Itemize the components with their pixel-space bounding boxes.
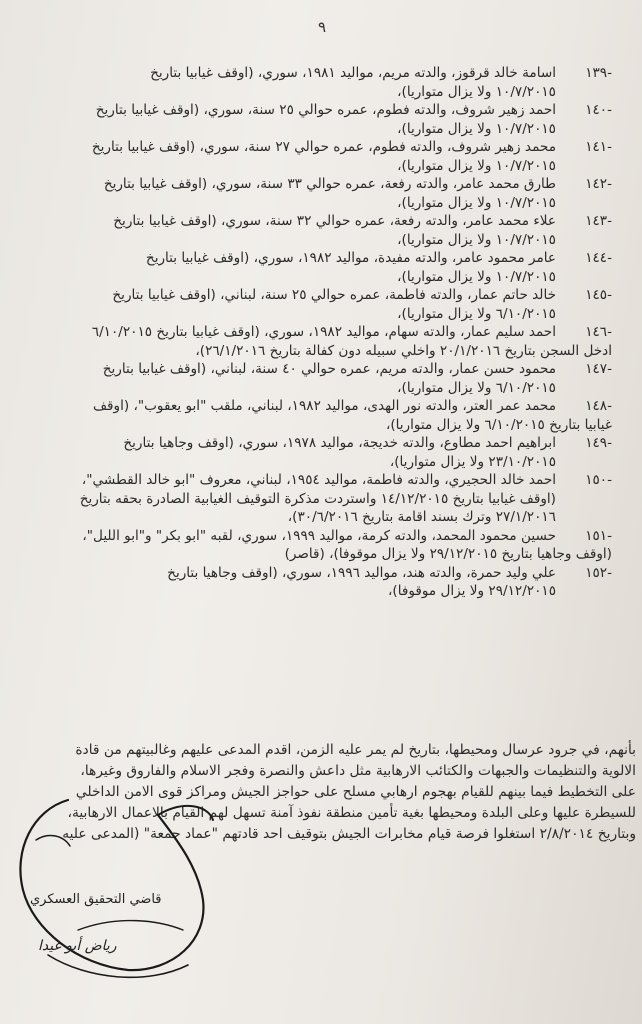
entry-continuation: ٢٣/١٠/٢٠١٥ ولا يزال متواريا)، <box>389 453 556 470</box>
narrative-line: للسيطرة عليها وعلى البلدة ومحيطها بغية تأمين منطقة نفوذ آمنة تسهل لهم القيام بالاعمال الارهابية، <box>67 805 636 821</box>
defendant-entry <box>14 101 612 138</box>
entry-text: احمد سليم عمار، والدته سهام، مواليد ١٩٨٢، سوري، (اوقف غيابيا بتاريخ ٦/١٠/٢٠١٥ <box>91 324 556 340</box>
defendant-entry <box>14 138 612 175</box>
entry-continuation: ١٠/٧/٢٠١٥ ولا يزال متواريا)، <box>397 268 556 285</box>
entry-text: اسامة خالد قرقوز، والدته مريم، مواليد ١٩٨١، سوري، (اوقف غيابيا بتاريخ <box>150 65 556 81</box>
defendant-entry <box>14 471 612 527</box>
entry-continuation: (اوقف وجاهيا بتاريخ ٢٩/١٢/٢٠١٥ ولا يزال موقوفا)، (قاصر) <box>284 546 612 562</box>
entry-text: محمد زهير شروف، والدته فطوم، عمره حوالي ٢٧ سنة، سوري، (اوقف غيابيا بتاريخ <box>91 139 556 155</box>
entry-number: -١٤٠ <box>585 102 612 118</box>
entry-text: حسين محمود المحمد، والدته كرمة، مواليد ١٩٩٩، سوري، لقبه "ابو بكر" و"ابو الليل"، <box>82 527 556 544</box>
entry-number: -١٤٨ <box>585 398 612 414</box>
entry-number: -١٤١ <box>585 139 612 155</box>
entry-continuation: ٢٧/١/٢٠١٦ وترك بسند اقامة بتاريخ ٣٠/٦/٢٠١٦)، <box>287 509 556 525</box>
entry-number: -١٥٠ <box>585 472 612 488</box>
entry-text: محمود حسن عمار، والدته مريم، عمره حوالي ٤٠ سنة، لبناني، (اوقف غيابيا بتاريخ <box>102 361 556 377</box>
defendant-entry <box>14 397 612 434</box>
entry-number: -١٤٣ <box>585 213 612 229</box>
entry-text: ابراهيم احمد مطاوع، والدته خديجة، مواليد ١٩٧٨، سوري، (اوقف وجاهيا بتاريخ <box>123 435 556 451</box>
entry-continuation: (اوقف غيابيا بتاريخ ١٤/١٢/٢٠١٥ واستردت مذكرة التوقيف الغيابية الصادرة بحقه بتاريخ <box>79 490 556 507</box>
defendant-entry <box>14 360 612 397</box>
defendant-entry <box>14 212 612 249</box>
defendant-entry <box>14 249 612 286</box>
entry-number: -١٤٧ <box>585 361 612 377</box>
entry-continuation: غيابيا بتاريخ ٦/١٠/٢٠١٥ ولا يزال متواريا)، <box>385 416 612 433</box>
entry-number: -١٣٩ <box>585 65 612 81</box>
entry-continuation: ١٠/٧/٢٠١٥ ولا يزال متواريا)، <box>397 120 556 137</box>
entry-number: -١٥٢ <box>585 564 612 581</box>
narrative-line: بأنهم، في جرود عرسال ومحيطها، بتاريخ لم يمر عليه الزمن، اقدم المدعى عليهم وغالبيتهم من قادة <box>75 742 636 758</box>
entry-text: احمد خالد الحجيري، والدته فاطمة، مواليد ١٩٥٤، لبناني، معروف "ابو خالد القطشي"، <box>81 472 556 488</box>
entry-continuation: ادخل السجن بتاريخ ٢٠/١/٢٠١٦ واخلي سبيله دون كفالة بتاريخ ٢٦/١/٢٠١٦)، <box>195 342 612 359</box>
defendant-entry <box>14 286 612 323</box>
entry-number: -١٤٤ <box>585 250 612 266</box>
signature-stroke-icon <box>8 780 218 995</box>
entry-continuation: ١٠/٧/٢٠١٥ ولا يزال متواريا)، <box>397 231 556 248</box>
entry-text: محمد عمر العتر، والدته نور الهدى، مواليد ١٩٨٢، لبناني، ملقب "ابو يعقوب"، (اوقف <box>92 398 556 414</box>
entry-text: علاء محمد عامر، والدته رفعة، عمره حوالي ٣٢ سنة، سوري، (اوقف غيابيا بتاريخ <box>113 213 556 229</box>
narrative-line: على التخطيط فيما بينهم للقيام بهجوم ارهابي مسلح على حواجز الجيش ومراكز قوى الامن الداخلي <box>75 784 636 800</box>
defendant-entry <box>14 175 612 212</box>
page-number: ٩ <box>318 18 327 36</box>
entry-number: -١٤٦ <box>585 324 612 340</box>
entry-text: احمد زهير شروف، والدته فطوم، عمره حوالي ٢٥ سنة، سوري، (اوقف غيابيا بتاريخ <box>95 102 556 118</box>
entry-continuation: ٦/١٠/٢٠١٥ ولا يزال متواريا)، <box>397 305 556 322</box>
entry-text: خالد حاتم عمار، والدته فاطمة، عمره حوالي ٢٥ سنة، لبناني، (اوقف غيابيا بتاريخ <box>112 287 556 303</box>
defendant-entry <box>14 64 612 101</box>
entry-continuation: ٢٩/١٢/٢٠١٥ ولا يزال موقوفا)، <box>388 583 556 599</box>
entry-text: عامر محمود عامر، والدته مفيدة، مواليد ١٩٨٢، سوري، (اوقف غيابيا بتاريخ <box>145 250 556 266</box>
signature-title: قاضي التحقيق العسكري <box>30 892 162 907</box>
entry-continuation: ١٠/٧/٢٠١٥ ولا يزال متواريا)، <box>397 194 556 211</box>
defendant-entry <box>14 527 612 564</box>
entry-number: -١٤٢ <box>585 176 612 192</box>
entry-text: طارق محمد عامر، والدته رفعة، عمره حوالي ٣٣ سنة، سوري، (اوقف غيابيا بتاريخ <box>103 176 556 192</box>
narrative-line: الالوية والتنظيمات والجبهات والكتائب الارهابية مثل داعش والنصرة وفجر الاسلام والفاروق وغيرها، <box>80 763 636 779</box>
signature-name: رياض أبو غيدا <box>38 938 117 954</box>
entry-number: -١٤٥ <box>585 287 612 303</box>
narrative-line: وبتاريخ ٢/٨/٢٠١٤ استغلوا فرصة قيام مخابرات الجيش بتوقيف احد قادتهم "عماد جمعة" (المدعى عليه <box>62 826 636 842</box>
entry-continuation: ١٠/٧/٢٠١٥ ولا يزال متواريا)، <box>397 83 556 100</box>
entry-number: -١٥١ <box>585 527 612 544</box>
defendant-entry <box>14 323 612 360</box>
signature-block <box>8 780 218 995</box>
defendant-entry <box>14 564 612 601</box>
defendant-list <box>14 64 612 601</box>
entry-continuation: ٦/١٠/٢٠١٥ ولا يزال متواريا)، <box>397 379 556 396</box>
entry-text: علي وليد حمرة، والدته هند، مواليد ١٩٩٦، سوري، (اوقف وجاهيا بتاريخ <box>167 564 556 581</box>
defendant-entry <box>14 434 612 471</box>
entry-number: -١٤٩ <box>585 435 612 451</box>
entry-continuation: ١٠/٧/٢٠١٥ ولا يزال متواريا)، <box>397 157 556 174</box>
